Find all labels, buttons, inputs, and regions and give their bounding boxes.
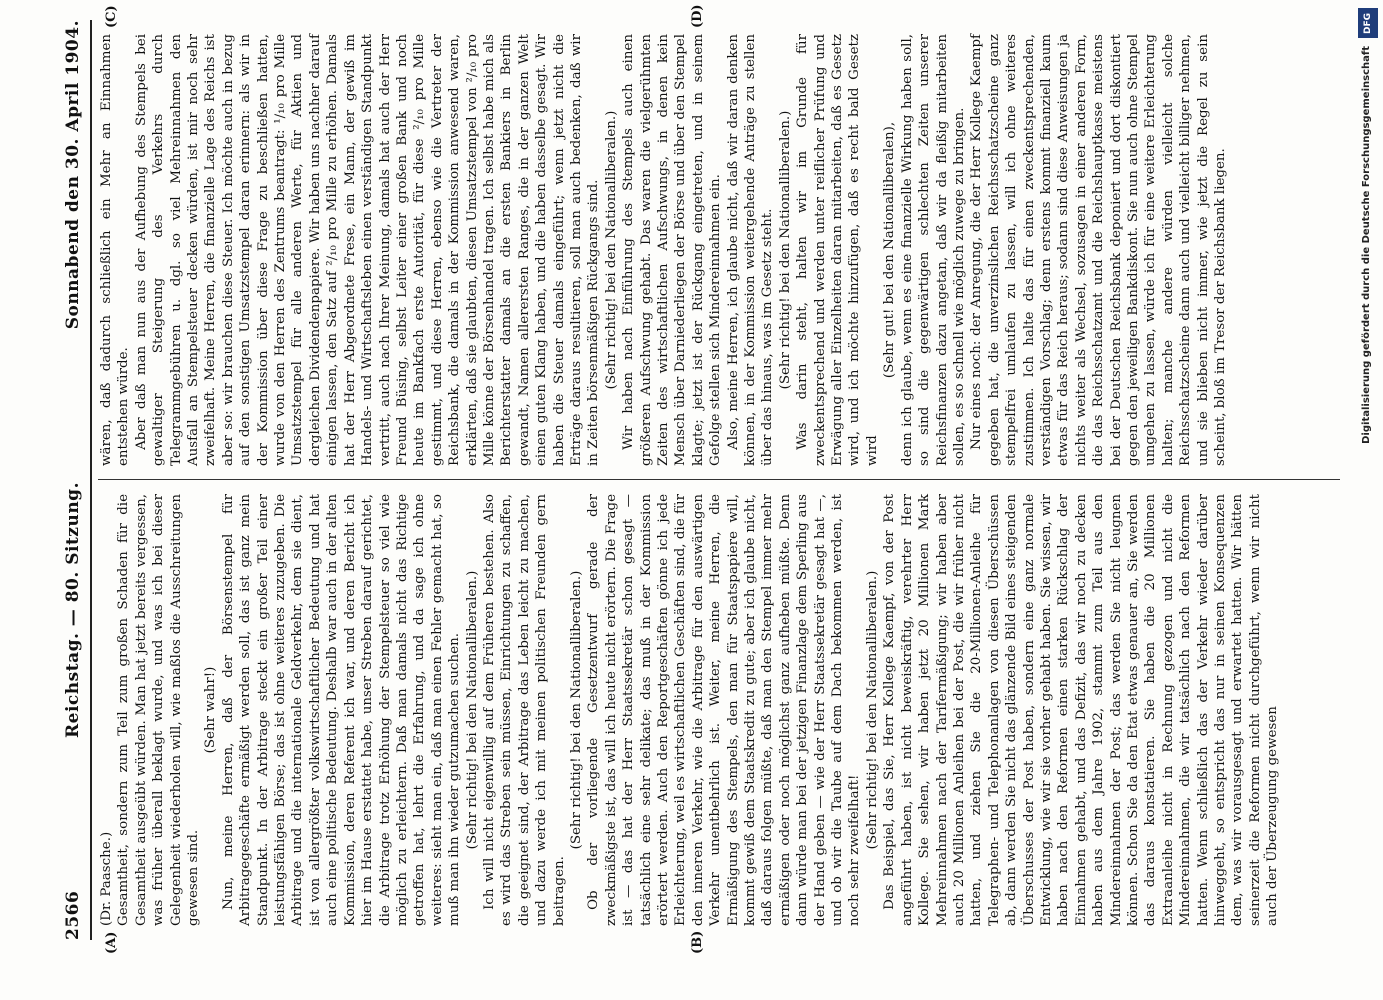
paragraph: denn ich glaube, wenn es eine finanzielle Wirkung haben soll, so sind die gegenwärtigen schlechten Zeiten unserer Reichsfinanzen dazu angetan, daß wir da fleißig mitarbeiten sollen, es so schnell wie möglich zuwege zu bringen. xyxy=(899,34,967,466)
paragraph: Ich will nicht eigenwillig auf dem Früheren bestehen. Also es wird das Streben sein müssen, Einrichtungen zu schaffen, die geeignet sind, der Arbitrage das Leben leicht zu machen, und dazu werde ich mit meinen politischen Freunden gern beitragen. xyxy=(481,494,567,926)
paragraph: wären, daß dadurch schließlich ein Mehr an Einnahmen entstehen würde. xyxy=(99,34,132,466)
paragraph: Was darin steht, halten wir im Grunde für zweckentsprechend und werden unter reiflicher Prüfung und Erwägung aller Einzelheiten daran mitarbeiten, daß es Gesetz wird, und ich möchte hinzufügen, daß es recht bald Gesetz wird xyxy=(795,34,880,466)
paragraph: Wir haben nach Einführung des Stempels auch einen größeren Aufschwung gehabt. Das waren die vielgerühmten Zeiten des wirtschaftlichen Aufschwungs, in denen kein Mensch über Darniederliegen der Börse und über den Stempel klagte; jetzt ist der Rückgang eingetreten, und in seinem Gefolge stellen sich Mindereinnahmen ein. xyxy=(621,34,724,466)
header-rule xyxy=(90,20,92,940)
paragraph: Aber daß man nun aus der Aufhebung des Stempels bei gewaltiger Steigerung des Verkehrs durch Telegrammgebühren u. dgl. so viel Mehreinnahmen den Ausfall an Stempelsteuer decken würden, ist mir noch sehr zweifelhaft. Meine Herren, die finanzielle Lage des Reichs ist aber so: wir brauchen diese Steuer. Ich möchte auch in bezug auf den sonstigen Umsatzstempel daran erinnern: als wir in der Kommission über diese Frage zu beschließen hatten, wurde von den Herren des Zentrums beantragt: ¹/₁₀ pro Mille Umsatzstempel für alle anderen Werte, für Aktien und dergleichen Dividendenpapiere. Wir haben uns nachher darauf einigen lassen, den Satz auf ²/₁₀ pro Mille zu erhöhen. Damals hat der Herr Abgeordnete Frese, ein Mann, der gewiß im Handels- und Wirtschaftsleben einen verständigen Standpunkt vertritt, auch nach Ihrer Meinung, damals hat auch der Herr Freund Büsing, selbst Leiter einer großen Bank und noch heute im Bankfach erste Autorität, für diese ²/₁₀ pro Mille gestimmt, und diese Herren, ebenso wie die Vertreter der Reichsbank, die damals in der Kommission anwesend waren, erklärten, daß sie glaubten, diesen Umsatzstempel von ²/₁₀ pro Mille könne der Börsenhandel tragen. Ich selbst habe mich als Berichterstatter damals an die ersten Bankiers in Berlin gewandt, Namen allerersten Ranges, die in der ganzen Welt einen guten Klang haben, und die haben dasselbe gesagt. Wir haben die Steuer damals eingeführt; wenn jetzt nicht die Erträge daraus resultieren, soll man auch bedenken, daß wir in Zeiten börsenmäßigen Rückgangs sind. xyxy=(133,34,602,466)
paragraph: Also, meine Herren, ich glaube nicht, daß wir daran denken können, in der Kommission weitergehende Anträge zu stellen über das hinaus, was im Gesetz steht. xyxy=(725,34,776,466)
digitization-sidebar xyxy=(1357,8,1379,992)
interjection: (Sehr wahr!) xyxy=(203,666,219,754)
interjection: (Sehr richtig! bei den Nationalliberalen.) xyxy=(464,570,480,850)
paragraph: Gesamtheit, sondern zum Teil zum großen Schaden für die Gesamtheit ausgeübt würden. Man hat jetzt bereits vergessen, was früher überall beklagt wurde, und was ich bei dieser Gelegenheit wiederholen will, wie maßlos die Ausschreitungen gewesen sind. xyxy=(116,494,202,926)
page-number: 2566 xyxy=(63,890,83,940)
interjection: (Sehr richtig! bei den Nationalliberalen.) xyxy=(864,570,880,850)
funding-note: Digitalisierung gefördert durch die Deutsche Forschungsgemeinschaft xyxy=(1361,46,1372,444)
right-column xyxy=(98,34,1340,466)
paragraph: Ob der vorliegende Gesetzentwurf gerade der zweckmäßigste ist, das will ich heute nicht erörtern. Die Frage ist — das hat der Herr Staatssekretär schon gesagt — tatsächlich eine sehr delikate; das muß in der Kommission erörtert werden. Auch den Reportgeschäften gönne ich jede Erleichterung, weil es wirtschaftlichen Geschäften sind, die für den inneren Verkehr, wie die Arbitrage für den auswärtigen Verkehr unentbehrlich ist. Weiter, meine Herren, die Ermäßigung des Stempels, den man für Staatspapiere will, kommt gewiß dem Staatskredit zu gute; aber ich glaube nicht, daß daraus folgen müßte, daß man den Stempel immer mehr ermäßigen oder noch möglichst ganz aufheben müßte. Denn dann würde man bei der jetzigen Finanzlage dem Sperling aus der Hand geben — wie der Herr Staatssekretär gesagt hat —, und ob wir die Taube auf dem Dach bekommen werden, ist noch sehr zweifelhaft! xyxy=(586,494,863,926)
dfg-logo: DFG xyxy=(1358,8,1378,38)
session-title: Reichstag. — 80. Sitzung. xyxy=(63,482,83,738)
margin-marker-b: (B) xyxy=(690,930,705,954)
margin-marker-d: (D) xyxy=(690,4,705,28)
speaker-label: (Dr. Paasche.) xyxy=(99,831,114,926)
page-header xyxy=(58,20,88,940)
interjection: (Sehr richtig! bei den Nationalliberalen.) xyxy=(568,570,584,850)
paragraph: Das Beispiel, das Sie, Herr Kollege Kaempf, von der Post angeführt haben, ist nicht beweiskräftig, verehrter Herr Kollege. Sie sehen, wir haben jetzt 20 Millionen Mark Mehreinnahmen nach der Tarifermäßigung; wir haben aber auch 20 Millionen Anleihen bei der Post, die wir früher nicht hatten, und ziehen Sie die 20-Millionen-Anleihe für Telegraphen- und Telephonanlagen von diesen Überschüssen ab, dann werden Sie nicht das glänzende Bild eines steigenden Überschusses der Post haben, sondern eine ganz normale Entwicklung, wie wir sie vorher gehabt haben. Sie wissen, wir haben nach den Reformen einen starken Rückschlag der Einnahmen gehabt, und das Defizit, das wir noch zu decken haben aus dem Jahre 1902, stammt zum Teil aus den Mindereinnahmen der Post; das werden Sie nicht leugnen können. Schon Sie da den Etat etwas genauer an, Sie werden das daraus konstatieren. Sie haben die 20 Millionen Extraanleihe nicht in Rechnung gezogen und nicht die Mindereinnahmen, die wir tatsächlich nach den Reformen hatten. Wenn schließlich das der Verkehr wieder darüber hinweggeht, so entspricht das nur in seinen Konsequenzen dem, was wir vorausgesagt und erwartet hatten. Wir hätten seinerzeit die Reformen nicht durchgeführt, wenn wir nicht auch der Überzeugung gewesen xyxy=(882,494,1281,926)
margin-marker-a: (A) xyxy=(104,931,119,954)
interjection: (Sehr richtig! bei den Nationalliberalen.) xyxy=(777,110,793,390)
rotated-page-content xyxy=(50,0,1350,960)
paragraph: Nun, meine Herren, daß der Börsenstempel für Arbitragegeschäfte ermäßigt werden soll, das ist ganz mein Standpunkt. In der Arbitrage steckt ein großer Teil einer leistungsfähigen Börse; das ist ohne weiteres zuzugeben. Die Arbitrage und die internationale Geldverkehr, dem sie dient, ist von allergrößter volkswirtschaftlicher Bedeutung und hat auch eine politische Bedeutung. Deshalb war auch in der alten Kommission, deren Referent ich war, und deren Bericht ich hier im Hause erstattet habe, unser Streben darauf gerichtet, die Arbitrage trotz Erhöhung der Stempelsteuer so viel wie möglich zu erleichtern. Daß man damals nicht das Richtige getroffen hat, lehrt die Erfahrung, und da sage ich ohne weiteres: sieht man ein, daß man einen Fehler gemacht hat, so muß man ihn wieder gutzumachen suchen. xyxy=(220,494,463,926)
paragraph: Nur eines noch: der Anregung, die der Herr Kollege Kaempf gegeben hat, die unverzinslichen Reichsschatzscheine ganz stempelfrei umlaufen zu lassen, will ich ohne weiteres zustimmen. Ich halte das für einen zweckentsprechenden, verständigen Vorschlag; denn erstens kommt finanziell kaum etwas für das Reich heraus; sodann sind diese Anweisungen ja nichts weiter als Wechsel, sozusagen in einer anderen Form, die das Reichsschatzamt und die Reichshauptkasse meistens bei der Deutschen Reichsbank deponiert und dort diskontiert gegen den jeweiligen Bankdiskont. Sie nun auch ohne Stempel umgehen zu lassen, würde ich für eine weitere Erleichterung halten; manche andere würden vielleicht solche Reichsschatzscheine dann auch und vielleicht billiger nehmen, und sie blieben nicht immer, wie jetzt die Regel zu sein scheint, bloß im Tresor der Reichsbank liegen. xyxy=(969,34,1228,466)
column-divider xyxy=(98,479,1340,480)
interjection: (Sehr gut! bei den Nationalliberalen), xyxy=(882,121,898,379)
left-column xyxy=(98,494,1340,926)
session-date: Sonnabend den 30. April 1904. xyxy=(63,20,83,330)
margin-marker-c: (C) xyxy=(104,5,119,28)
interjection: (Sehr richtig! bei den Nationalliberalen.) xyxy=(603,110,619,390)
